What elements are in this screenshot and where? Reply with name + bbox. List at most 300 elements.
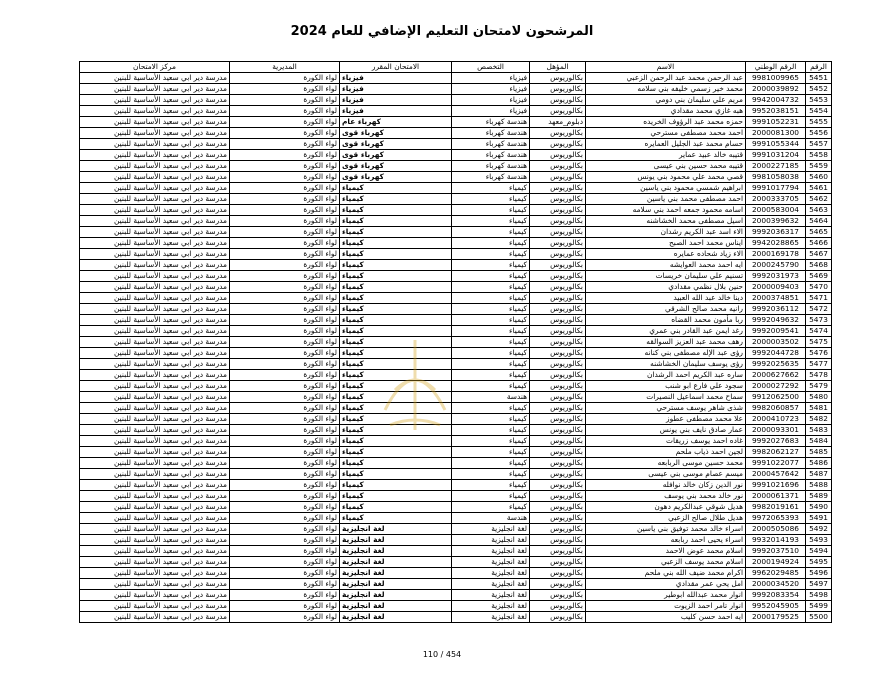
row-number: 5470 — [806, 282, 832, 293]
national-id: 2000505086 — [746, 524, 806, 535]
table-row — [80, 315, 832, 326]
table-row — [80, 590, 832, 601]
row-number: 5482 — [806, 414, 832, 425]
specialization: هندسة — [452, 392, 530, 403]
specialization: فيزياء — [452, 106, 530, 117]
scheduled-exam: لغة انجليزية — [340, 568, 452, 579]
specialization: هندسة كهرباء — [452, 117, 530, 128]
candidate-name: علا محمد مصطفى عطوز — [586, 414, 746, 425]
national-id: 2000081300 — [746, 128, 806, 139]
qualification: بكالوريوس — [530, 95, 586, 106]
scheduled-exam: كيمياء — [340, 249, 452, 260]
specialization: كيمياء — [452, 502, 530, 513]
scheduled-exam: كيمياء — [340, 359, 452, 370]
exam-center: مدرسة دير ابي سعيد الأساسية للبنين — [80, 150, 230, 161]
exam-center: مدرسة دير ابي سعيد الأساسية للبنين — [80, 139, 230, 150]
national-id: 9991052231 — [746, 117, 806, 128]
candidate-name: اسامه محمود جمعه احمد بني سلامه — [586, 205, 746, 216]
specialization: كيمياء — [452, 194, 530, 205]
national-id: 9992037510 — [746, 546, 806, 557]
row-number: 5471 — [806, 293, 832, 304]
national-id: 9992009541 — [746, 326, 806, 337]
table-row — [80, 381, 832, 392]
directorate: لواء الكورة — [230, 403, 340, 414]
national-id: 9992036112 — [746, 304, 806, 315]
qualification: بكالوريوس — [530, 480, 586, 491]
specialization: كيمياء — [452, 469, 530, 480]
specialization: لغة انجليزية — [452, 546, 530, 557]
specialization: هندسة — [452, 513, 530, 524]
national-id: 9991055344 — [746, 139, 806, 150]
national-id: 2000627662 — [746, 370, 806, 381]
table-row — [80, 403, 832, 414]
row-number: 5488 — [806, 480, 832, 491]
table-row — [80, 95, 832, 106]
qualification: بكالوريوس — [530, 524, 586, 535]
candidate-name: الاء اسد عبد الكريم رشدان — [586, 227, 746, 238]
qualification: بكالوريوس — [530, 535, 586, 546]
candidate-name: اسراء خالد محمد توفيق بني ياسين — [586, 524, 746, 535]
scheduled-exam: كيمياء — [340, 403, 452, 414]
qualification: بكالوريوس — [530, 425, 586, 436]
exam-center: مدرسة دير ابي سعيد الأساسية للبنين — [80, 73, 230, 84]
directorate: لواء الكورة — [230, 480, 340, 491]
directorate: لواء الكورة — [230, 535, 340, 546]
qualification: بكالوريوس — [530, 106, 586, 117]
row-number: 5483 — [806, 425, 832, 436]
exam-center: مدرسة دير ابي سعيد الأساسية للبنين — [80, 612, 230, 623]
specialization: لغة انجليزية — [452, 590, 530, 601]
row-number: 5473 — [806, 315, 832, 326]
row-number: 5459 — [806, 161, 832, 172]
directorate: لواء الكورة — [230, 161, 340, 172]
exam-center: مدرسة دير ابي سعيد الأساسية للبنين — [80, 447, 230, 458]
exam-center: مدرسة دير ابي سعيد الأساسية للبنين — [80, 315, 230, 326]
candidate-name: اسلام محمد عوض الاحمد — [586, 546, 746, 557]
table-row — [80, 414, 832, 425]
table-row — [80, 183, 832, 194]
national-id: 9992031973 — [746, 271, 806, 282]
table-row — [80, 73, 832, 84]
header-specialization: التخصص — [452, 62, 530, 73]
national-id: 9972065393 — [746, 513, 806, 524]
qualification: بكالوريوس — [530, 227, 586, 238]
specialization: لغة انجليزية — [452, 579, 530, 590]
qualification: بكالوريوس — [530, 370, 586, 381]
scheduled-exam: كيمياء — [340, 348, 452, 359]
directorate: لواء الكورة — [230, 436, 340, 447]
row-number: 5464 — [806, 216, 832, 227]
candidate-name: عمار صادق نايف بني يونس — [586, 425, 746, 436]
scheduled-exam: كيمياء — [340, 491, 452, 502]
row-number: 5481 — [806, 403, 832, 414]
scheduled-exam: كيمياء — [340, 183, 452, 194]
national-id: 2000027292 — [746, 381, 806, 392]
national-id: 2000245790 — [746, 260, 806, 271]
national-id: 9991021696 — [746, 480, 806, 491]
row-number: 5476 — [806, 348, 832, 359]
specialization: كيمياء — [452, 183, 530, 194]
exam-center: مدرسة دير ابي سعيد الأساسية للبنين — [80, 260, 230, 271]
scheduled-exam: كهرباء قوى — [340, 161, 452, 172]
header-exam: الامتحان المقرر — [340, 62, 452, 73]
table-row — [80, 282, 832, 293]
candidate-name: محمد حسين موسى الربابعه — [586, 458, 746, 469]
specialization: لغة انجليزية — [452, 601, 530, 612]
national-id: 9992044728 — [746, 348, 806, 359]
specialization: كيمياء — [452, 414, 530, 425]
candidate-name: انوار محمد عبدالله ابوطير — [586, 590, 746, 601]
candidate-name: قتيبه محمد حسين بني عيسى — [586, 161, 746, 172]
national-id: 2000399632 — [746, 216, 806, 227]
qualification: بكالوريوس — [530, 260, 586, 271]
directorate: لواء الكورة — [230, 458, 340, 469]
table-row — [80, 535, 832, 546]
directorate: لواء الكورة — [230, 249, 340, 260]
qualification: بكالوريوس — [530, 139, 586, 150]
national-id: 2000333705 — [746, 194, 806, 205]
directorate: لواء الكورة — [230, 348, 340, 359]
row-number: 5496 — [806, 568, 832, 579]
qualification: بكالوريوس — [530, 590, 586, 601]
row-number: 5493 — [806, 535, 832, 546]
row-number: 5458 — [806, 150, 832, 161]
candidate-name: اسلام محمد يوسف الزعبي — [586, 557, 746, 568]
qualification: بكالوريوس — [530, 304, 586, 315]
scheduled-exam: كيمياء — [340, 458, 452, 469]
table-row — [80, 502, 832, 513]
exam-center: مدرسة دير ابي سعيد الأساسية للبنين — [80, 370, 230, 381]
national-id: 9942004732 — [746, 95, 806, 106]
candidate-name: احمد مصطفى محمد بني ياسين — [586, 194, 746, 205]
specialization: كيمياء — [452, 271, 530, 282]
table-row — [80, 513, 832, 524]
specialization: كيمياء — [452, 304, 530, 315]
directorate: لواء الكورة — [230, 579, 340, 590]
national-id: 9942028865 — [746, 238, 806, 249]
scheduled-exam: فيزياء — [340, 95, 452, 106]
exam-center: مدرسة دير ابي سعيد الأساسية للبنين — [80, 601, 230, 612]
scheduled-exam: لغة انجليزية — [340, 601, 452, 612]
exam-center: مدرسة دير ابي سعيد الأساسية للبنين — [80, 128, 230, 139]
exam-center: مدرسة دير ابي سعيد الأساسية للبنين — [80, 194, 230, 205]
table-row — [80, 227, 832, 238]
row-number: 5498 — [806, 590, 832, 601]
candidate-name: انوار تامر احمد الزيوت — [586, 601, 746, 612]
directorate: لواء الكورة — [230, 238, 340, 249]
exam-center: مدرسة دير ابي سعيد الأساسية للبنين — [80, 436, 230, 447]
row-number: 5463 — [806, 205, 832, 216]
table-row — [80, 326, 832, 337]
scheduled-exam: كيمياء — [340, 414, 452, 425]
specialization: كيمياء — [452, 260, 530, 271]
table-row — [80, 128, 832, 139]
directorate: لواء الكورة — [230, 271, 340, 282]
row-number: 5462 — [806, 194, 832, 205]
scheduled-exam: كيمياء — [340, 381, 452, 392]
exam-center: مدرسة دير ابي سعيد الأساسية للبنين — [80, 293, 230, 304]
scheduled-exam: كيمياء — [340, 436, 452, 447]
row-number: 5490 — [806, 502, 832, 513]
candidate-name: شذى شاهر يوسف مسترحي — [586, 403, 746, 414]
header-national-id: الرقم الوطني — [746, 62, 806, 73]
exam-center: مدرسة دير ابي سعيد الأساسية للبنين — [80, 172, 230, 183]
table-row — [80, 106, 832, 117]
scheduled-exam: كهرباء قوى — [340, 172, 452, 183]
candidate-name: هبه غازي محمد مقدادي — [586, 106, 746, 117]
qualification: بكالوريوس — [530, 315, 586, 326]
scheduled-exam: كيمياء — [340, 337, 452, 348]
specialization: كيمياء — [452, 370, 530, 381]
exam-center: مدرسة دير ابي سعيد الأساسية للبنين — [80, 117, 230, 128]
table-row — [80, 117, 832, 128]
table-row — [80, 557, 832, 568]
specialization: كيمياء — [452, 282, 530, 293]
table-row — [80, 293, 832, 304]
scheduled-exam: كيمياء — [340, 282, 452, 293]
directorate: لواء الكورة — [230, 139, 340, 150]
header-exam-center: مركز الامتحان — [80, 62, 230, 73]
table-row — [80, 579, 832, 590]
national-id: 9981058038 — [746, 172, 806, 183]
national-id: 9982062127 — [746, 447, 806, 458]
directorate: لواء الكورة — [230, 568, 340, 579]
national-id: 2000034520 — [746, 579, 806, 590]
directorate: لواء الكورة — [230, 502, 340, 513]
candidate-name: رغد ايمن عبد القادر بني عمري — [586, 326, 746, 337]
directorate: لواء الكورة — [230, 612, 340, 623]
row-number: 5485 — [806, 447, 832, 458]
table-row — [80, 480, 832, 491]
scheduled-exam: كيمياء — [340, 293, 452, 304]
scheduled-exam: كيمياء — [340, 194, 452, 205]
candidate-name: محمد خير زسمي خليفه بني سلامه — [586, 84, 746, 95]
row-number: 5460 — [806, 172, 832, 183]
specialization: كيمياء — [452, 249, 530, 260]
national-id: 9912062500 — [746, 392, 806, 403]
candidate-name: ميسم عصام موسى بني عيسى — [586, 469, 746, 480]
exam-center: مدرسة دير ابي سعيد الأساسية للبنين — [80, 381, 230, 392]
table-row — [80, 139, 832, 150]
qualification: بكالوريوس — [530, 238, 586, 249]
row-number: 5499 — [806, 601, 832, 612]
candidate-name: اسيل مصطفى محمد الخشاشنه — [586, 216, 746, 227]
national-id: 9991017794 — [746, 183, 806, 194]
row-number: 5479 — [806, 381, 832, 392]
candidate-name: امل يحي عمر مقدادي — [586, 579, 746, 590]
qualification: بكالوريوس — [530, 579, 586, 590]
scheduled-exam: كهرباء عام — [340, 117, 452, 128]
national-id: 9992025635 — [746, 359, 806, 370]
row-number: 5487 — [806, 469, 832, 480]
table-body — [80, 73, 832, 623]
specialization: كيمياء — [452, 480, 530, 491]
exam-center: مدرسة دير ابي سعيد الأساسية للبنين — [80, 546, 230, 557]
table-row — [80, 304, 832, 315]
table-row — [80, 612, 832, 623]
specialization: كيمياء — [452, 491, 530, 502]
specialization: كيمياء — [452, 447, 530, 458]
national-id: 2000039892 — [746, 84, 806, 95]
exam-center: مدرسة دير ابي سعيد الأساسية للبنين — [80, 304, 230, 315]
national-id: 2000009403 — [746, 282, 806, 293]
directorate: لواء الكورة — [230, 227, 340, 238]
table-row — [80, 172, 832, 183]
candidate-name: نور خالد محمد بني يوسف — [586, 491, 746, 502]
directorate: لواء الكورة — [230, 95, 340, 106]
national-id: 2000583004 — [746, 205, 806, 216]
scheduled-exam: لغة انجليزية — [340, 579, 452, 590]
directorate: لواء الكورة — [230, 183, 340, 194]
row-number: 5453 — [806, 95, 832, 106]
directorate: لواء الكورة — [230, 381, 340, 392]
specialization: فيزياء — [452, 95, 530, 106]
national-id: 9962029485 — [746, 568, 806, 579]
row-number: 5491 — [806, 513, 832, 524]
exam-center: مدرسة دير ابي سعيد الأساسية للبنين — [80, 205, 230, 216]
national-id: 2000227185 — [746, 161, 806, 172]
directorate: لواء الكورة — [230, 150, 340, 161]
page-title: المرشحون لامتحان التعليم الإضافي للعام 2024 — [290, 24, 594, 39]
exam-center: مدرسة دير ابي سعيد الأساسية للبنين — [80, 502, 230, 513]
row-number: 5489 — [806, 491, 832, 502]
qualification: بكالوريوس — [530, 271, 586, 282]
national-id: 2000179525 — [746, 612, 806, 623]
specialization: لغة انجليزية — [452, 557, 530, 568]
row-number: 5469 — [806, 271, 832, 282]
candidate-name: ساره عبد الكريم احمد الرشدان — [586, 370, 746, 381]
specialization: لغة انجليزية — [452, 524, 530, 535]
exam-center: مدرسة دير ابي سعيد الأساسية للبنين — [80, 491, 230, 502]
header-directorate: المديرية — [230, 62, 340, 73]
exam-center: مدرسة دير ابي سعيد الأساسية للبنين — [80, 161, 230, 172]
national-id: 9992049632 — [746, 315, 806, 326]
national-id: 2000374851 — [746, 293, 806, 304]
row-number: 5456 — [806, 128, 832, 139]
scheduled-exam: كيمياء — [340, 513, 452, 524]
exam-center: مدرسة دير ابي سعيد الأساسية للبنين — [80, 183, 230, 194]
directorate: لواء الكورة — [230, 282, 340, 293]
candidate-name: ابراهيم شمسي محمود بني ياسين — [586, 183, 746, 194]
qualification: بكالوريوس — [530, 414, 586, 425]
row-number: 5465 — [806, 227, 832, 238]
directorate: لواء الكورة — [230, 469, 340, 480]
exam-center: مدرسة دير ابي سعيد الأساسية للبنين — [80, 271, 230, 282]
national-id: 2000457642 — [746, 469, 806, 480]
exam-center: مدرسة دير ابي سعيد الأساسية للبنين — [80, 458, 230, 469]
scheduled-exam: كهرباء قوى — [340, 150, 452, 161]
candidate-name: هديل طلال صالح الزعبي — [586, 513, 746, 524]
national-id: 2000061371 — [746, 491, 806, 502]
exam-center: مدرسة دير ابي سعيد الأساسية للبنين — [80, 282, 230, 293]
specialization: كيمياء — [452, 348, 530, 359]
qualification: بكالوريوس — [530, 128, 586, 139]
table-row — [80, 271, 832, 282]
row-number: 5500 — [806, 612, 832, 623]
row-number: 5472 — [806, 304, 832, 315]
qualification: بكالوريوس — [530, 183, 586, 194]
header-qualification: المؤهل — [530, 62, 586, 73]
specialization: كيمياء — [452, 403, 530, 414]
directorate: لواء الكورة — [230, 106, 340, 117]
exam-center: مدرسة دير ابي سعيد الأساسية للبنين — [80, 535, 230, 546]
candidates-table — [79, 61, 832, 623]
table-row — [80, 524, 832, 535]
scheduled-exam: فيزياء — [340, 106, 452, 117]
qualification: بكالوريوس — [530, 513, 586, 524]
page-number: 110 / 454 — [422, 650, 462, 659]
directorate: لواء الكورة — [230, 117, 340, 128]
table-row — [80, 260, 832, 271]
candidate-name: رؤى يوسف سليمان الخشاشنه — [586, 359, 746, 370]
exam-center: مدرسة دير ابي سعيد الأساسية للبنين — [80, 403, 230, 414]
row-number: 5495 — [806, 557, 832, 568]
scheduled-exam: لغة انجليزية — [340, 524, 452, 535]
directorate: لواء الكورة — [230, 304, 340, 315]
candidate-name: ربا مأمون محمد القضاه — [586, 315, 746, 326]
candidate-name: قصي محمد علي محمود بني يونس — [586, 172, 746, 183]
candidate-name: حمزه محمد عبد الرؤوف الخريده — [586, 117, 746, 128]
candidate-name: حسام محمد عبد الجليل العمايره — [586, 139, 746, 150]
directorate: لواء الكورة — [230, 414, 340, 425]
qualification: بكالوريوس — [530, 216, 586, 227]
specialization: لغة انجليزية — [452, 612, 530, 623]
qualification: بكالوريوس — [530, 458, 586, 469]
exam-center: مدرسة دير ابي سعيد الأساسية للبنين — [80, 249, 230, 260]
qualification: بكالوريوس — [530, 447, 586, 458]
candidate-name: سماح محمد اسماعيل النصيرات — [586, 392, 746, 403]
specialization: كيمياء — [452, 315, 530, 326]
specialization: هندسة كهرباء — [452, 139, 530, 150]
directorate: لواء الكورة — [230, 260, 340, 271]
qualification: بكالوريوس — [530, 381, 586, 392]
exam-center: مدرسة دير ابي سعيد الأساسية للبنين — [80, 590, 230, 601]
exam-center: مدرسة دير ابي سعيد الأساسية للبنين — [80, 348, 230, 359]
qualification: بكالوريوس — [530, 436, 586, 447]
row-number: 5455 — [806, 117, 832, 128]
candidate-name: اكرام محمد ضيف الله بني ملحم — [586, 568, 746, 579]
specialization: هندسة كهرباء — [452, 150, 530, 161]
qualification: بكالوريوس — [530, 557, 586, 568]
exam-center: مدرسة دير ابي سعيد الأساسية للبنين — [80, 557, 230, 568]
exam-center: مدرسة دير ابي سعيد الأساسية للبنين — [80, 425, 230, 436]
directorate: لواء الكورة — [230, 172, 340, 183]
row-number: 5454 — [806, 106, 832, 117]
candidate-name: مريم علي سليمان بني دومي — [586, 95, 746, 106]
table-row — [80, 392, 832, 403]
table-row — [80, 601, 832, 612]
candidate-name: هديل شوقي عبدالكريم دهون — [586, 502, 746, 513]
exam-center: مدرسة دير ابي سعيد الأساسية للبنين — [80, 84, 230, 95]
row-number: 5461 — [806, 183, 832, 194]
row-number: 5451 — [806, 73, 832, 84]
qualification: بكالوريوس — [530, 469, 586, 480]
scheduled-exam: كيمياء — [340, 238, 452, 249]
candidate-name: عبد الرحمن محمد عبد الرحمن الزعبي — [586, 73, 746, 84]
qualification: بكالوريوس — [530, 612, 586, 623]
table-header-row — [80, 62, 832, 73]
scheduled-exam: كيمياء — [340, 469, 452, 480]
scheduled-exam: كهرباء قوى — [340, 139, 452, 150]
national-id: 9991022077 — [746, 458, 806, 469]
directorate: لواء الكورة — [230, 601, 340, 612]
specialization: هندسة كهرباء — [452, 161, 530, 172]
scheduled-exam: كيمياء — [340, 227, 452, 238]
scheduled-exam: لغة انجليزية — [340, 557, 452, 568]
table-row — [80, 348, 832, 359]
qualification: بكالوريوس — [530, 172, 586, 183]
directorate: لواء الكورة — [230, 216, 340, 227]
